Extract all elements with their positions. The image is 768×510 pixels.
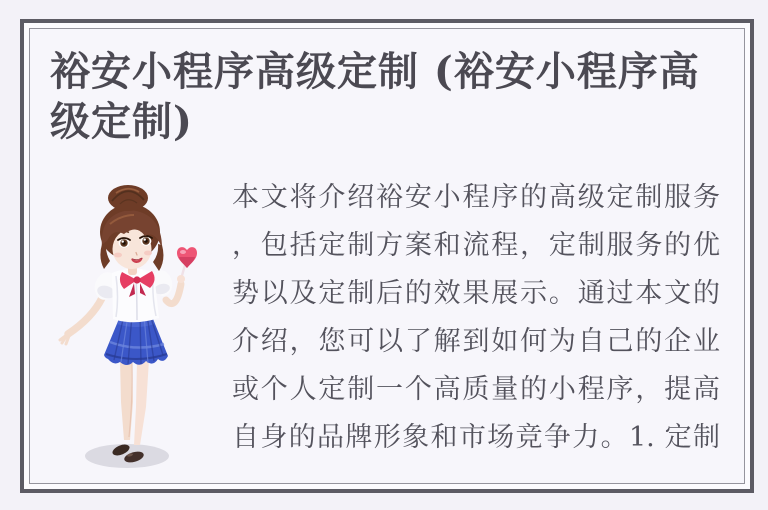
- girl-right-arm: [60, 298, 102, 344]
- article-body-line: 本文将介绍裕安小程序的高级定制服务: [232, 182, 720, 213]
- girl-illustration-svg: [36, 172, 226, 482]
- article-body-line: ，包括定制方案和流程，定制服务的优: [232, 230, 720, 261]
- article-body-line: 介绍，您可以了解到如何为自己的企业: [232, 326, 720, 357]
- article-body-line: 势以及定制后的效果展示。通过本文的: [232, 278, 720, 309]
- article-content: [29, 28, 745, 484]
- girl-blouse: [91, 268, 175, 322]
- heart-lollipop: [177, 247, 197, 279]
- girl-hair-bun: [108, 185, 148, 211]
- girl-illustration: [36, 172, 226, 482]
- girl-legs: [120, 360, 149, 445]
- girl-left-arm: [166, 247, 197, 303]
- article-body-line: 自身的品牌形象和市场竞争力。1. 定制: [232, 422, 720, 453]
- article-title: 裕安小程序高级定制 (裕安小程序高级定制): [50, 48, 700, 145]
- article-body: [232, 174, 720, 462]
- article-body-line: 或个人定制一个高质量的小程序，提高: [232, 374, 720, 405]
- article-frame: [20, 19, 754, 493]
